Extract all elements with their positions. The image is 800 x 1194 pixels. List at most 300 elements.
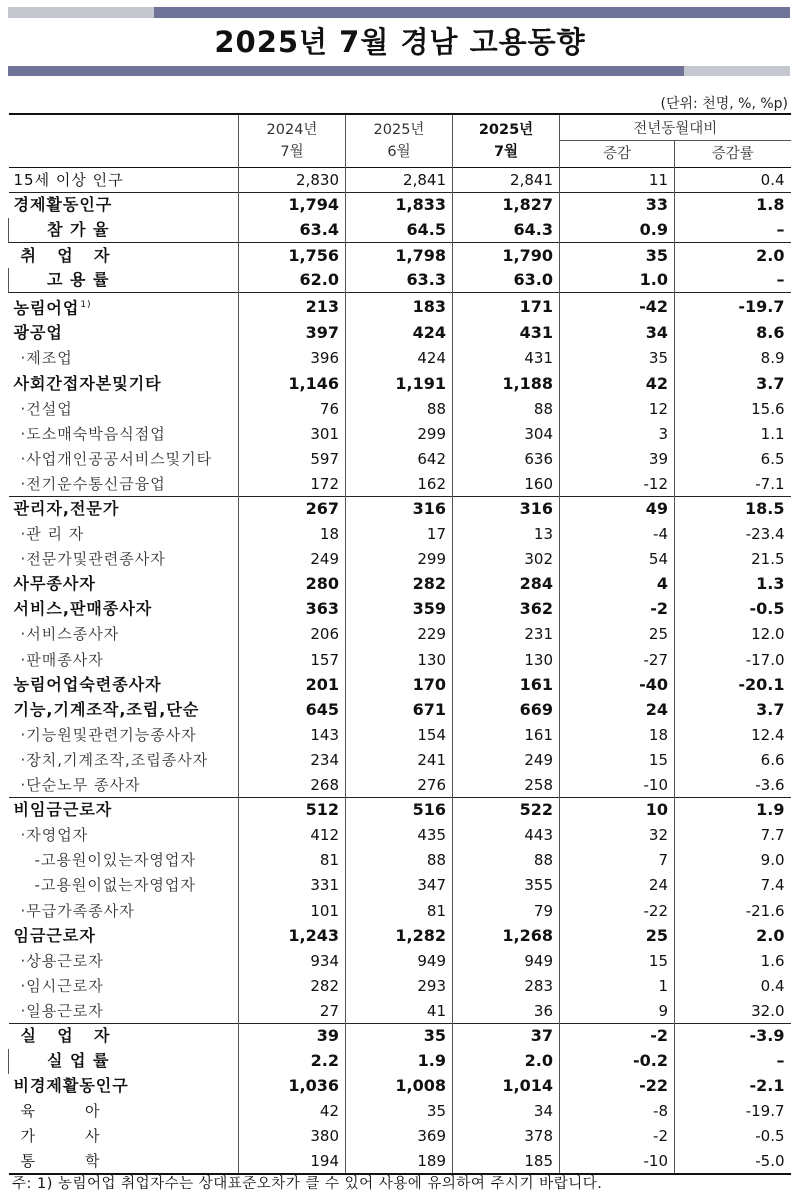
cell-value: 35 (560, 346, 675, 371)
cell-value: 1,268 (453, 923, 560, 948)
cell-value: 301 (239, 421, 346, 446)
cell-value: 41 (346, 998, 453, 1023)
row-label: 참 가 율 (9, 218, 239, 243)
cell-value: 2.2 (239, 1049, 346, 1074)
cell-value: 63.3 (346, 268, 453, 293)
cell-value: 35 (346, 1023, 453, 1048)
cell-value: 1,794 (239, 193, 346, 218)
row-label: 비임금근로자 (13, 800, 113, 820)
row-label: 기능,기계조작,조립,단순 (13, 699, 200, 719)
table-row (9, 547, 791, 572)
cell-value: 63.4 (239, 218, 346, 243)
cell-value: 378 (453, 1124, 560, 1149)
row-label: 임금근로자 (13, 925, 96, 945)
cell-value: 39 (560, 446, 675, 471)
cell-value: 669 (453, 697, 560, 722)
cell-value: 304 (453, 421, 560, 446)
header-rate: 증감률 (675, 141, 791, 168)
cell-value: 241 (346, 747, 453, 772)
cell-value: -10 (560, 772, 675, 797)
table-row (9, 722, 791, 747)
cell-value: 597 (239, 446, 346, 471)
cell-value: -21.6 (675, 898, 791, 923)
cell-value: 7.4 (675, 873, 791, 898)
row-label: 경제활동인구 (13, 195, 113, 215)
cell-value: 194 (239, 1149, 346, 1174)
table-row (9, 243, 791, 268)
cell-value: 7 (560, 848, 675, 873)
cell-value: -19.7 (675, 293, 791, 321)
table-row (9, 973, 791, 998)
table-row (9, 346, 791, 371)
label-part: 사 (85, 1127, 101, 1146)
cell-value: 12.4 (675, 722, 791, 747)
table-row (9, 998, 791, 1023)
cell-value: 1.3 (675, 572, 791, 597)
cell-value: 24 (560, 873, 675, 898)
cell-value: 213 (239, 293, 346, 321)
row-label (9, 1023, 239, 1048)
table-row (9, 522, 791, 547)
row-label: ·자영업자 (20, 826, 89, 845)
unit-note: (단위: 천명, %, %p) (660, 96, 788, 112)
cell-value: -0.2 (560, 1049, 675, 1074)
header-corner (9, 114, 239, 141)
cell-value: 3.7 (675, 371, 791, 396)
row-label (9, 1099, 239, 1124)
cell-value: 161 (453, 672, 560, 697)
cell-value: -23.4 (675, 522, 791, 547)
cell-value: 0.4 (675, 973, 791, 998)
cell-value: 282 (239, 973, 346, 998)
cell-value: 206 (239, 622, 346, 647)
label-part: 취 (20, 245, 37, 265)
label-part: 업 (57, 245, 74, 265)
cell-value: 35 (560, 243, 675, 268)
cell-value: 2,841 (453, 168, 560, 193)
row-label: 농림어업$^{1)}$ (13, 298, 92, 318)
spread-label (21, 1024, 111, 1048)
table-row (9, 396, 791, 421)
cell-value: 63.0 (453, 268, 560, 293)
row-label: ·관 리 자 (20, 525, 85, 544)
cell-value: 359 (346, 597, 453, 622)
cell-value: 949 (346, 948, 453, 973)
table-row (9, 697, 791, 722)
row-label: ·서비스종사자 (20, 625, 120, 644)
cell-value: 1,833 (346, 193, 453, 218)
cell-value: 6.5 (675, 446, 791, 471)
table-row (9, 622, 791, 647)
table-row (9, 798, 791, 823)
cell-value: 34 (453, 1099, 560, 1124)
cell-value: 934 (239, 948, 346, 973)
label-part: 통 (20, 1151, 36, 1170)
cell-value: 1.0 (560, 268, 675, 293)
cell-value: 1,008 (346, 1074, 453, 1099)
cell-value: 24 (560, 697, 675, 722)
cell-value: 88 (346, 848, 453, 873)
cell-value: 25 (560, 622, 675, 647)
cell-value: -12 (560, 471, 675, 496)
header-yoy: 전년동월대비 (560, 114, 791, 141)
cell-value: 171 (453, 293, 560, 321)
cell-value: 0.9 (560, 218, 675, 243)
spread-label (21, 244, 111, 268)
cell-value: 183 (346, 293, 453, 321)
table-row (9, 873, 791, 898)
cell-value: 369 (346, 1124, 453, 1149)
cell-value: 9 (560, 998, 675, 1023)
cell-value: 268 (239, 772, 346, 797)
row-label: 사회간접자본및기타 (13, 373, 162, 393)
cell-value: 170 (346, 672, 453, 697)
cell-value: 185 (453, 1149, 560, 1174)
table-row (9, 747, 791, 772)
cell-value: 162 (346, 471, 453, 496)
cell-value: 280 (239, 572, 346, 597)
cell-value: -7.1 (675, 471, 791, 496)
cell-value: 302 (453, 547, 560, 572)
cell-value: -40 (560, 672, 675, 697)
cell-value: 1 (560, 973, 675, 998)
cell-value: 431 (453, 346, 560, 371)
cell-value: 424 (346, 321, 453, 346)
cell-value: -10 (560, 1149, 675, 1174)
cell-value: 130 (453, 647, 560, 672)
title-underline-right (684, 66, 790, 76)
label-part: 육 (20, 1102, 36, 1121)
cell-value: -2 (560, 597, 675, 622)
cell-value: 363 (239, 597, 346, 622)
table-row (9, 1049, 791, 1074)
cell-value: 18 (239, 522, 346, 547)
cell-value: – (675, 268, 791, 293)
cell-value: 435 (346, 823, 453, 848)
cell-value: 64.3 (453, 218, 560, 243)
cell-value: 636 (453, 446, 560, 471)
cell-value: 157 (239, 647, 346, 672)
cell-value: 161 (453, 722, 560, 747)
cell-value: 293 (346, 973, 453, 998)
cell-value: 249 (239, 547, 346, 572)
cell-value: 201 (239, 672, 346, 697)
row-label: ·상용근로자 (20, 951, 104, 970)
label-part: 실 (20, 1026, 37, 1046)
cell-value: 9.0 (675, 848, 791, 873)
cell-value: 316 (346, 496, 453, 521)
cell-value: -42 (560, 293, 675, 321)
table-row (9, 218, 791, 243)
cell-value: – (675, 1049, 791, 1074)
row-label (9, 1149, 239, 1174)
cell-value: 21.5 (675, 547, 791, 572)
cell-value: 258 (453, 772, 560, 797)
table-row (9, 1124, 791, 1149)
cell-value: 1.8 (675, 193, 791, 218)
cell-value: -19.7 (675, 1099, 791, 1124)
cell-value: 8.6 (675, 321, 791, 346)
cell-value: 17 (346, 522, 453, 547)
cell-value: -8 (560, 1099, 675, 1124)
cell-value: 645 (239, 697, 346, 722)
cell-value: 1.6 (675, 948, 791, 973)
cell-value: 249 (453, 747, 560, 772)
cell-value: 1,014 (453, 1074, 560, 1099)
cell-value: 1,827 (453, 193, 560, 218)
table-row (9, 597, 791, 622)
cell-value: 81 (239, 848, 346, 873)
cell-value: 130 (346, 647, 453, 672)
cell-value: 32 (560, 823, 675, 848)
row-label: 사무종사자 (13, 574, 96, 594)
row-label: -고용원이있는자영업자 (34, 851, 196, 870)
row-label: 비경제활동인구 (13, 1076, 129, 1096)
cell-value: 1.1 (675, 421, 791, 446)
cell-value: 380 (239, 1124, 346, 1149)
cell-value: 6.6 (675, 747, 791, 772)
cell-value: 267 (239, 496, 346, 521)
cell-value: 231 (453, 622, 560, 647)
cell-value: 1,036 (239, 1074, 346, 1099)
row-label: ·전문가및관련종사자 (20, 550, 166, 569)
table-row (9, 848, 791, 873)
header-2025-07-year: 2025년 (453, 114, 560, 141)
cell-value: 276 (346, 772, 453, 797)
row-label: ·판매종사자 (20, 650, 104, 669)
cell-value: -5.0 (675, 1149, 791, 1174)
table-row (9, 496, 791, 521)
cell-value: 2.0 (675, 243, 791, 268)
table-row (9, 647, 791, 672)
header-2025-06-year: 2025년 (346, 114, 453, 141)
cell-value: 8.9 (675, 346, 791, 371)
row-label: 실 업 률 (9, 1049, 239, 1074)
cell-value: -3.6 (675, 772, 791, 797)
label-part: 자 (94, 245, 111, 265)
cell-value: 11 (560, 168, 675, 193)
cell-value: 42 (239, 1099, 346, 1124)
employment-table (8, 113, 791, 1175)
row-label (9, 243, 239, 268)
cell-value: 18.5 (675, 496, 791, 521)
cell-value: 101 (239, 898, 346, 923)
row-label: 고 용 률 (9, 268, 239, 293)
table-row (9, 898, 791, 923)
cell-value: 4 (560, 572, 675, 597)
cell-value: 316 (453, 496, 560, 521)
table-row (9, 1023, 791, 1048)
cell-value: – (675, 218, 791, 243)
row-label: ·사업개인공공서비스및기타 (20, 449, 213, 468)
cell-value: -4 (560, 522, 675, 547)
cell-value: 172 (239, 471, 346, 496)
cell-value: 299 (346, 547, 453, 572)
footnote: 주: 1) 농림어업 취업자수는 상대표준오차가 클 수 있어 사용에 유의하여 주시기 바랍니다. (12, 1176, 603, 1192)
row-label: 15세 이상 인구 (13, 171, 124, 190)
cell-value: 64.5 (346, 218, 453, 243)
cell-value: 13 (453, 522, 560, 547)
row-label: ·제조업 (20, 349, 73, 368)
row-label: 광공업 (13, 323, 63, 343)
spread-label (21, 1149, 101, 1173)
table-row (9, 1074, 791, 1099)
cell-value: 362 (453, 597, 560, 622)
cell-value: -20.1 (675, 672, 791, 697)
label-part: 업 (57, 1026, 74, 1046)
row-label: -고용원이없는자영업자 (34, 876, 196, 895)
cell-value: 79 (453, 898, 560, 923)
header-2024-07-month: 7월 (239, 141, 346, 168)
cell-value: 36 (453, 998, 560, 1023)
header-2025-07-month: 7월 (453, 141, 560, 168)
spread-label (21, 1124, 101, 1148)
table-row (9, 371, 791, 396)
cell-value: 32.0 (675, 998, 791, 1023)
cell-value: 2,830 (239, 168, 346, 193)
header-bar-right (154, 7, 790, 18)
table-row (9, 446, 791, 471)
table-row (9, 572, 791, 597)
cell-value: -3.9 (675, 1023, 791, 1048)
cell-value: 12.0 (675, 622, 791, 647)
cell-value: 412 (239, 823, 346, 848)
cell-value: 39 (239, 1023, 346, 1048)
cell-value: -17.0 (675, 647, 791, 672)
row-label: ·전기운수통신금융업 (20, 474, 166, 493)
cell-value: 2.0 (453, 1049, 560, 1074)
cell-value: 62.0 (239, 268, 346, 293)
cell-value: 1.9 (675, 798, 791, 823)
header-bar-left (8, 7, 154, 18)
cell-value: -0.5 (675, 597, 791, 622)
label-part: 가 (20, 1127, 36, 1146)
table-row (9, 293, 791, 321)
cell-value: 1,191 (346, 371, 453, 396)
cell-value: 37 (453, 1023, 560, 1048)
cell-value: 88 (453, 848, 560, 873)
cell-value: 1,756 (239, 243, 346, 268)
header-2025-06-month: 6월 (346, 141, 453, 168)
table-row (9, 168, 791, 193)
cell-value: 3 (560, 421, 675, 446)
cell-value: 299 (346, 421, 453, 446)
cell-value: 1,790 (453, 243, 560, 268)
cell-value: 35 (346, 1099, 453, 1124)
cell-value: 2.0 (675, 923, 791, 948)
cell-value: 88 (453, 396, 560, 421)
cell-value: 18 (560, 722, 675, 747)
cell-value: 10 (560, 798, 675, 823)
row-label: 농림어업숙련종사자 (13, 674, 162, 694)
row-label: ·무급가족종사자 (20, 901, 135, 920)
cell-value: 283 (453, 973, 560, 998)
table-row (9, 471, 791, 496)
row-label: ·일용근로자 (20, 1001, 104, 1020)
cell-value: 189 (346, 1149, 453, 1174)
label-part: 학 (85, 1151, 101, 1170)
row-label: ·기능원및관련기능종사자 (20, 725, 197, 744)
cell-value: 424 (346, 346, 453, 371)
header-corner-2 (9, 141, 239, 168)
cell-value: -2 (560, 1124, 675, 1149)
cell-value: 331 (239, 873, 346, 898)
cell-value: -27 (560, 647, 675, 672)
row-label: ·임시근로자 (20, 976, 104, 995)
cell-value: 229 (346, 622, 453, 647)
cell-value: 512 (239, 798, 346, 823)
cell-value: 33 (560, 193, 675, 218)
cell-value: 1,146 (239, 371, 346, 396)
table-row (9, 268, 791, 293)
cell-value: 1,243 (239, 923, 346, 948)
table-row (9, 193, 791, 218)
cell-value: -22 (560, 1074, 675, 1099)
table-row (9, 1149, 791, 1174)
cell-value: -22 (560, 898, 675, 923)
row-label (9, 1124, 239, 1149)
cell-value: 397 (239, 321, 346, 346)
cell-value: 516 (346, 798, 453, 823)
cell-value: 143 (239, 722, 346, 747)
cell-value: 282 (346, 572, 453, 597)
cell-value: 355 (453, 873, 560, 898)
cell-value: 15.6 (675, 396, 791, 421)
cell-value: 284 (453, 572, 560, 597)
cell-value: 522 (453, 798, 560, 823)
row-label: ·장치,기계조작,조립종사자 (20, 750, 209, 769)
table-row (9, 1099, 791, 1124)
table-row (9, 823, 791, 848)
cell-value: 396 (239, 346, 346, 371)
header-2024-07-year: 2024년 (239, 114, 346, 141)
cell-value: 443 (453, 823, 560, 848)
cell-value: 1.9 (346, 1049, 453, 1074)
cell-value: 154 (346, 722, 453, 747)
table-row (9, 772, 791, 797)
row-label: ·단순노무 종사자 (20, 775, 141, 794)
cell-value: 15 (560, 747, 675, 772)
table-row (9, 672, 791, 697)
row-label: 관리자,전문가 (13, 499, 120, 519)
cell-value: 347 (346, 873, 453, 898)
cell-value: 1,282 (346, 923, 453, 948)
row-label: ·건설업 (20, 399, 73, 418)
cell-value: 3.7 (675, 697, 791, 722)
cell-value: 76 (239, 396, 346, 421)
cell-value: -2 (560, 1023, 675, 1048)
row-label: 서비스,판매종사자 (13, 599, 153, 619)
spread-label (21, 1099, 101, 1123)
cell-value: 7.7 (675, 823, 791, 848)
cell-value: 431 (453, 321, 560, 346)
cell-value: 671 (346, 697, 453, 722)
cell-value: -0.5 (675, 1124, 791, 1149)
row-label: ·도소매숙박음식점업 (20, 424, 166, 443)
table-row (9, 321, 791, 346)
cell-value: 81 (346, 898, 453, 923)
label-part: 아 (85, 1102, 101, 1121)
title-underline-left (8, 66, 684, 76)
table-row (9, 421, 791, 446)
header-diff: 증감 (560, 141, 675, 168)
cell-value: 27 (239, 998, 346, 1023)
label-part: 자 (94, 1026, 111, 1046)
cell-value: 15 (560, 948, 675, 973)
cell-value: 12 (560, 396, 675, 421)
table-row (9, 948, 791, 973)
cell-value: 54 (560, 547, 675, 572)
